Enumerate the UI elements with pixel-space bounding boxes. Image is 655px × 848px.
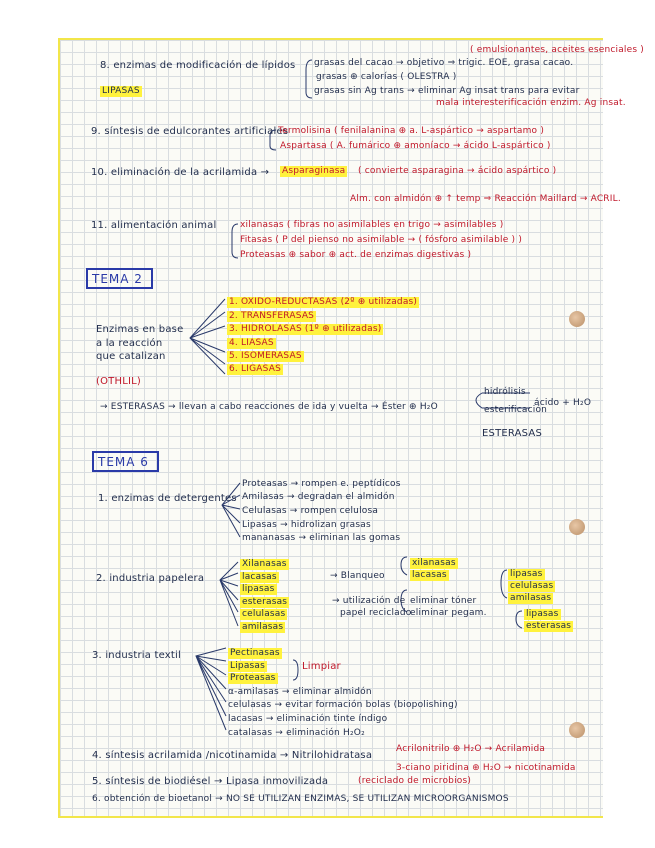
note-t6-s4: 4. síntesis acrilamida /nicotinamida → Nitrilohidratasa (92, 750, 373, 761)
note-t6-blanq-a: xilanasas (412, 558, 456, 568)
note-t6-s1c: Celulasas → rompen celulosa (242, 506, 379, 516)
note-t6-s1a: Proteasas → rompen e. peptídicos (242, 479, 401, 489)
note-s11-l3: Proteasas ⊕ sabor ⊕ act. de enzimas digestivas ) (240, 250, 472, 260)
note-s10-l2: Alm. con almidón ⊕ ↑ temp ⇒ Reacción Maillard → ACRIL. (350, 194, 621, 204)
note-t2-left1: Enzimas en base (96, 324, 184, 335)
note-s9-l1: Termolisina ( fenilalanina ⊕ a. L-aspártico → aspartamo ) (278, 126, 545, 136)
note-t6-s2e: celulasas (242, 609, 286, 619)
note-t2-est-under: ESTERASAS (482, 428, 542, 439)
note-s10-title: 10. eliminación de la acrilamida → (91, 167, 270, 178)
note-t6-s2a: Xilanasas (242, 559, 287, 569)
note-tema2: TEMA 2 (86, 268, 153, 289)
note-t6-s4a: Acrilonitrilo ⊕ H₂O → Acrilamida (396, 744, 546, 754)
note-t6-r2: celulasas (510, 581, 554, 591)
note-t6-tinta: eliminar tóner (410, 596, 477, 606)
note-t6-limp: Limpiar (302, 661, 341, 672)
note-t6-util2: papel reciclado (340, 608, 412, 618)
note-s8-l2: grasas ⊕ calorías ( OLESTRA ) (316, 72, 457, 82)
note-t2-e6: 6. LIGASAS (229, 364, 281, 374)
note-t6-s3: 3. industria textil (92, 650, 181, 661)
note-s11-l1: xilanasas ( fibras no asimilables en trigo → asimilables ) (240, 220, 504, 230)
note-t6-s6: 6. obtención de bioetanol → NO SE UTILIZAN ENZIMAS, SE UTILIZAN MICROORGANISMOS (92, 794, 509, 804)
note-t6-s3b: Lipasas (230, 661, 266, 671)
note-t2-left3: que catalizan (96, 351, 166, 362)
note-t2-e4: 4. LIASAS (229, 338, 274, 348)
note-t6-s5n: (reciclado de microbios) (358, 776, 472, 786)
note-t6-s3d: α-amilasas → eliminar almidón (228, 687, 372, 697)
note-t6-s2c: lipasas (242, 584, 275, 594)
note-s8-l4: mala interesterificación enzim. Ag insat. (436, 98, 626, 108)
note-t6-util1: → utilización de (332, 596, 406, 606)
note-s9-l2: Aspartasa ( A. fumárico ⊕ amoníaco → ácido L-aspártico ) (280, 141, 551, 151)
note-t2-left2: a la reacción (96, 338, 163, 349)
note-t6-r3: amilasas (510, 593, 552, 603)
note-t6-s2f: amilasas (242, 622, 284, 632)
note-s8-tag: LIPASAS (102, 86, 140, 96)
note-s9-title: 9. síntesis de edulcorantes artificiales (91, 126, 289, 137)
note-t6-s4b: 3-ciano piridina ⊕ H₂O → nicotinamida (396, 763, 576, 773)
note-t6-s5: 5. síntesis de biodiésel → Lipasa inmovilizada (92, 776, 329, 787)
note-t2-e2: 2. TRANSFERASAS (229, 311, 315, 321)
note-t6-s1d: Lipasas → hidrolizan grasas (242, 520, 371, 530)
note-s8-title: 8. enzimas de modificación de lípidos (100, 60, 296, 71)
note-t2-e1: 1. OXIDO-REDUCTASAS (2º ⊕ utilizadas) (229, 297, 418, 307)
note-t6-r5: esterasas (526, 621, 572, 631)
note-t2-est: → ESTERASAS → llevan a cabo reacciones de ida y vuelta → Éster ⊕ H₂O (100, 402, 438, 412)
note-tema6: TEMA 6 (92, 451, 159, 472)
note-t2-est-bot: esterificación (484, 405, 548, 415)
note-t2-mnem: (OTHLIL) (96, 376, 141, 387)
note-t6-s1e: mananasas → eliminan las gomas (242, 533, 401, 543)
note-s11-title: 11. alimentación animal (91, 220, 217, 231)
note-t6-blanq: → Blanqueo (330, 571, 385, 581)
note-t6-s2d: esterasas (242, 597, 288, 607)
note-t6-r4: lipasas (526, 609, 559, 619)
note-t2-e3: 3. HIDROLASAS (1º ⊕ utilizadas) (229, 324, 382, 334)
note-s10-l1: ( convierte asparagina → ácido aspártico ) (358, 166, 557, 176)
note-t6-s3g: catalasas → eliminación H₂O₂ (228, 728, 365, 738)
note-t6-r1: lipasas (510, 569, 543, 579)
note-s10-tag: Asparaginasa (282, 166, 346, 176)
note-t2-est-right: ácido + H₂O (534, 398, 592, 408)
note-s8-l3: grasas sin Ag trans → eliminar Ag insat trans para evitar (314, 86, 580, 96)
note-t2-est-top: hidrólisis (484, 387, 526, 397)
note-s8-l1: grasas del cacao → objetivo ⇒ trigic. EOE, grasa cacao. (314, 58, 574, 68)
note-t6-pegam: eliminar pegam. (410, 608, 487, 618)
note-s11-l2: Fitasas ( P del pienso no asimilable → ( fósforo asimilable ) ) (240, 235, 523, 245)
note-t6-s1b: Amilasas → degradan el almidón (242, 492, 395, 502)
note-t6-s2b: lacasas (242, 572, 277, 582)
note-t6-s3c: Proteasas (230, 673, 276, 683)
note-t6-s3e: celulasas → evitar formación bolas (biopolishing) (228, 700, 458, 710)
note-s8-note: ( emulsionantes, aceites esenciales ) (470, 45, 645, 55)
note-t6-s3f: lacasas → eliminación tinte índigo (228, 714, 388, 724)
note-t2-e5: 5. ISOMERASAS (229, 351, 302, 361)
note-t6-s1: 1. enzimas de detergentes (98, 493, 237, 504)
note-t6-s2: 2. industria papelera (96, 573, 205, 584)
note-t6-blanq-b: lacasas (412, 570, 447, 580)
note-t6-s3a: Pectinasas (230, 648, 280, 658)
